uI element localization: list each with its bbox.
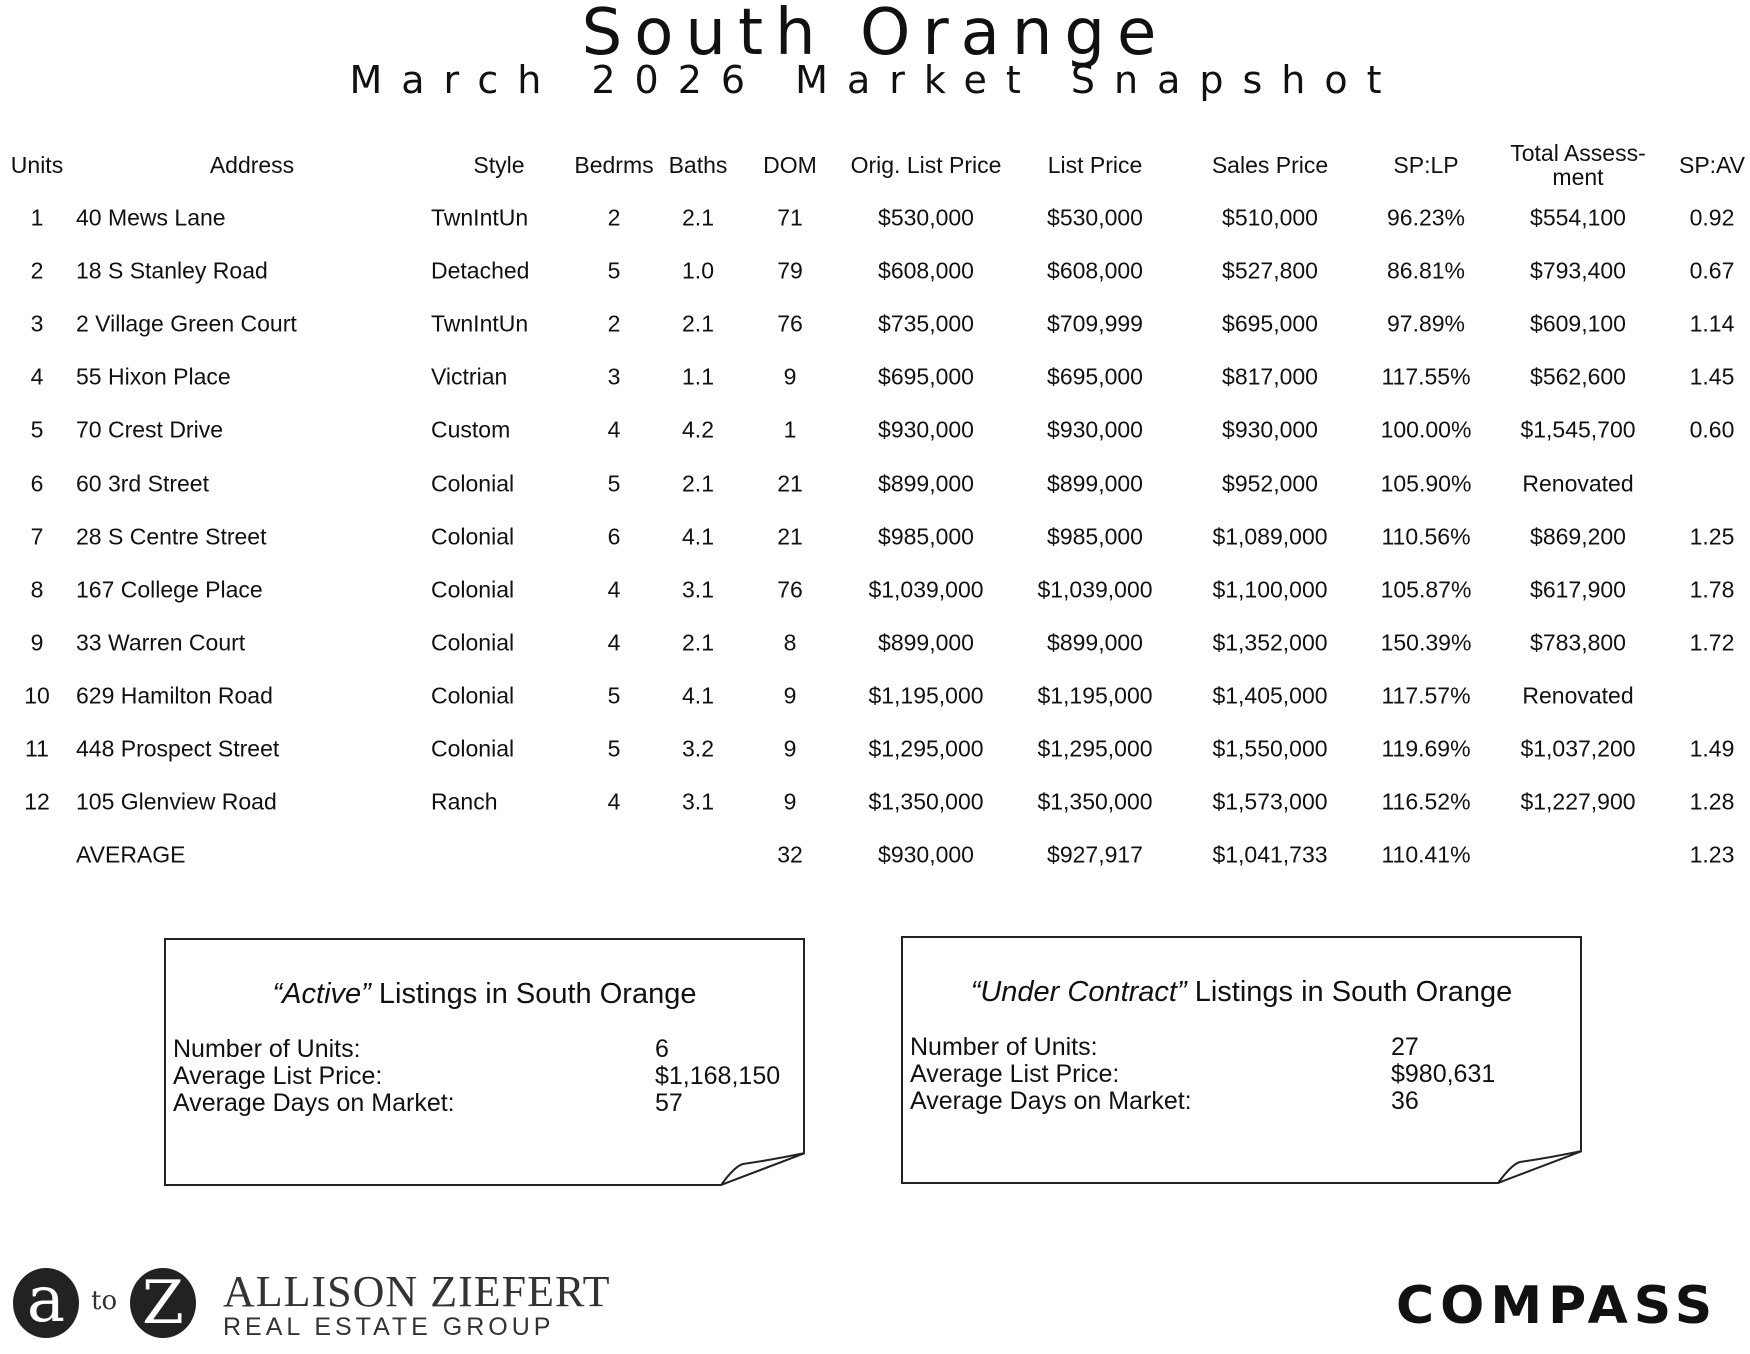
- cell-baths: 3.1: [682, 788, 714, 815]
- cell-list: $930,000: [1047, 416, 1143, 443]
- cell-list: $1,350,000: [1037, 788, 1153, 815]
- cell-sales: $1,550,000: [1212, 735, 1328, 762]
- cell-address: 55 Hixon Place: [76, 363, 231, 390]
- cell-units: 1: [30, 204, 44, 231]
- cell-dom: 9: [783, 363, 797, 390]
- cell-bedrms: 5: [607, 735, 621, 762]
- cell-address: 70 Crest Drive: [76, 416, 223, 443]
- cell-assess: $617,900: [1530, 576, 1626, 603]
- card-title-quoted: “Active”: [272, 978, 371, 1010]
- page-curl-icon: [721, 1152, 805, 1186]
- column-header-baths: Baths: [668, 152, 728, 178]
- cell-address: AVERAGE: [76, 841, 186, 868]
- cell-dom: 9: [783, 682, 797, 709]
- cell-dom: 9: [783, 735, 797, 762]
- cell-baths: 2.1: [682, 310, 714, 337]
- cell-bedrms: 3: [607, 363, 621, 390]
- cell-orig: $1,039,000: [868, 576, 984, 603]
- cell-units: 2: [30, 257, 44, 284]
- cell-orig: $899,000: [878, 629, 974, 656]
- cell-style: Detached: [431, 257, 530, 284]
- cell-spav: 0.60: [1689, 416, 1735, 443]
- avg-price-value: $1,168,150: [655, 1062, 781, 1090]
- cell-list: $1,195,000: [1037, 682, 1153, 709]
- cell-spav: 0.67: [1689, 257, 1735, 284]
- cell-style: Colonial: [431, 629, 515, 656]
- cell-spav: 1.45: [1689, 363, 1735, 390]
- units-label: Number of Units:: [173, 1035, 361, 1063]
- cell-sales: $695,000: [1222, 310, 1318, 337]
- cell-bedrms: 4: [607, 788, 621, 815]
- page-title: South Orange: [581, 0, 1169, 70]
- cell-dom: 21: [777, 523, 803, 550]
- card-title: [903, 976, 1580, 1009]
- cell-orig: $735,000: [878, 310, 974, 337]
- cell-sales: $1,352,000: [1212, 629, 1328, 656]
- cell-orig: $1,195,000: [868, 682, 984, 709]
- cell-spav: 1.25: [1689, 523, 1735, 550]
- cell-style: TwnIntUn: [431, 204, 529, 231]
- cell-orig: $1,295,000: [868, 735, 984, 762]
- column-header-address: Address: [209, 152, 295, 178]
- cell-sales: $1,405,000: [1212, 682, 1328, 709]
- cell-splp: 105.87%: [1380, 576, 1472, 603]
- cell-spav: 1.14: [1689, 310, 1735, 337]
- units-label: Number of Units:: [910, 1033, 1098, 1061]
- cell-style: Colonial: [431, 470, 515, 496]
- agency-name: ALLISON ZIEFERT: [223, 1267, 611, 1316]
- cell-address: 2 Village Green Court: [76, 310, 297, 337]
- cell-dom: 76: [777, 576, 803, 603]
- cell-bedrms: 5: [607, 682, 621, 709]
- card-title: [166, 978, 803, 1011]
- logo-to: to: [91, 1286, 118, 1316]
- cell-assess: $609,100: [1530, 310, 1626, 337]
- cell-assess: $793,400: [1530, 257, 1626, 284]
- column-header-list: List Price: [1047, 152, 1143, 178]
- card-title-rest: Listings in South Orange: [1186, 976, 1513, 1008]
- cell-dom: 79: [777, 257, 803, 284]
- avg-dom-label: Average Days on Market:: [173, 1089, 455, 1117]
- cell-splp: 117.57%: [1381, 682, 1471, 709]
- cell-assess: $1,037,200: [1520, 735, 1636, 762]
- allison-ziefert-logo: [13, 1263, 611, 1341]
- cell-address: 60 3rd Street: [76, 470, 209, 496]
- cell-units: 7: [30, 523, 44, 550]
- cell-splp: 105.90%: [1380, 470, 1472, 496]
- units-value: 27: [1391, 1033, 1419, 1061]
- cell-address: 105 Glenview Road: [76, 788, 277, 815]
- cell-list: $1,039,000: [1037, 576, 1153, 603]
- cell-splp: 119.69%: [1381, 735, 1471, 762]
- cell-orig: $899,000: [878, 470, 974, 496]
- cell-address: 40 Mews Lane: [76, 204, 226, 231]
- cell-dom: 8: [783, 629, 797, 656]
- cell-units: 6: [30, 470, 44, 496]
- cell-sales: $952,000: [1222, 470, 1318, 496]
- avg-price-value: $980,631: [1391, 1060, 1496, 1088]
- column-header-assess: Total Assess- ment: [1510, 140, 1646, 190]
- cell-assess: $1,227,900: [1520, 788, 1636, 815]
- cell-address: 33 Warren Court: [76, 629, 246, 656]
- cell-orig: $985,000: [878, 523, 974, 550]
- cell-baths: 1.0: [682, 257, 714, 284]
- cell-bedrms: 2: [607, 310, 621, 337]
- page-curl-icon: [1498, 1150, 1582, 1184]
- compass-logo: COMPASS: [1396, 1276, 1719, 1336]
- cell-style: Colonial: [431, 523, 515, 550]
- cell-assess: Renovated: [1522, 470, 1634, 496]
- cell-spav: 1.28: [1689, 788, 1735, 815]
- cell-orig: $608,000: [878, 257, 974, 284]
- cell-sales: $1,041,733: [1212, 841, 1328, 868]
- cell-baths: 3.2: [682, 735, 714, 762]
- cell-sales: $510,000: [1222, 204, 1318, 231]
- cell-spav: 1.49: [1689, 735, 1735, 762]
- cell-address: 167 College Place: [76, 576, 263, 603]
- active-listings-card: [164, 938, 805, 1186]
- cell-splp: 97.89%: [1386, 310, 1466, 337]
- cell-bedrms: 5: [607, 257, 621, 284]
- cell-dom: 76: [777, 310, 803, 337]
- cell-baths: 4.1: [682, 523, 714, 550]
- cell-list: $1,295,000: [1037, 735, 1153, 762]
- column-header-style: Style: [473, 152, 525, 178]
- cell-style: Colonial: [431, 682, 515, 709]
- cell-baths: 2.1: [682, 470, 714, 496]
- cell-baths: 2.1: [682, 629, 714, 656]
- cell-baths: 3.1: [682, 576, 714, 603]
- cell-units: 9: [30, 629, 44, 656]
- cell-units: 12: [24, 788, 50, 815]
- cell-dom: 9: [783, 788, 797, 815]
- cell-sales: $1,573,000: [1212, 788, 1328, 815]
- cell-bedrms: 4: [607, 576, 621, 603]
- cell-list: $899,000: [1047, 470, 1143, 496]
- cell-bedrms: 4: [607, 416, 621, 443]
- column-header-spav: SP:AV: [1678, 152, 1746, 178]
- cell-assess: $1,545,700: [1520, 416, 1636, 443]
- card-title-quoted: “Under Contract”: [970, 976, 1187, 1008]
- cell-splp: 86.81%: [1386, 257, 1466, 284]
- cell-bedrms: 2: [607, 204, 621, 231]
- cell-address: 448 Prospect Street: [76, 735, 280, 762]
- cell-list: $927,917: [1047, 841, 1143, 868]
- cell-units: 5: [30, 416, 44, 443]
- cell-list: $709,999: [1047, 310, 1143, 337]
- column-header-dom: DOM: [763, 152, 817, 178]
- cell-style: Colonial: [431, 735, 515, 762]
- cell-splp: 100.00%: [1380, 416, 1472, 443]
- cell-style: Colonial: [431, 576, 515, 603]
- logo-z-circle: Z: [130, 1268, 196, 1338]
- cell-list: $985,000: [1047, 523, 1143, 550]
- page-subtitle: March 2026 Market Snapshot: [349, 58, 1401, 102]
- cell-sales: $527,800: [1222, 257, 1318, 284]
- cell-orig: $695,000: [878, 363, 974, 390]
- cell-orig: $930,000: [878, 416, 974, 443]
- cell-assess: $554,100: [1530, 204, 1626, 231]
- cell-orig: $1,350,000: [868, 788, 984, 815]
- cell-units: 3: [30, 310, 44, 337]
- cell-orig: $530,000: [878, 204, 974, 231]
- cell-baths: 2.1: [682, 204, 714, 231]
- cell-units: 4: [30, 363, 44, 390]
- cell-spav: 1.23: [1689, 841, 1735, 868]
- column-header-bedrms: Bedrms: [574, 152, 654, 178]
- cell-baths: 1.1: [682, 363, 714, 390]
- cell-bedrms: 6: [607, 523, 621, 550]
- units-value: 6: [655, 1035, 669, 1063]
- cell-assess: $562,600: [1530, 363, 1626, 390]
- cell-splp: 110.41%: [1381, 841, 1471, 868]
- cell-address: 18 S Stanley Road: [76, 257, 268, 284]
- cell-dom: 21: [777, 470, 803, 496]
- column-header-units: Units: [10, 152, 64, 178]
- column-header-sales: Sales Price: [1211, 152, 1329, 178]
- cell-sales: $930,000: [1222, 416, 1318, 443]
- avg-dom-value: 36: [1391, 1087, 1419, 1115]
- cell-splp: 117.55%: [1381, 363, 1471, 390]
- cell-dom: 32: [777, 841, 803, 868]
- cell-splp: 116.52%: [1381, 788, 1471, 815]
- cell-spav: 1.72: [1689, 629, 1735, 656]
- cell-style: Custom: [431, 416, 511, 443]
- column-header-splp: SP:LP: [1393, 152, 1459, 178]
- under-contract-listings-card: [901, 936, 1582, 1184]
- logo-a-circle: a: [13, 1268, 79, 1338]
- column-header-orig: Orig. List Price: [850, 152, 1002, 178]
- cell-units: 8: [30, 576, 44, 603]
- cell-bedrms: 5: [607, 470, 621, 496]
- cell-sales: $817,000: [1222, 363, 1318, 390]
- cell-sales: $1,089,000: [1212, 523, 1328, 550]
- cell-splp: 96.23%: [1386, 204, 1466, 231]
- cell-spav: 0.92: [1689, 204, 1735, 231]
- cell-dom: 71: [777, 204, 803, 231]
- cell-list: $530,000: [1047, 204, 1143, 231]
- cell-units: 10: [24, 682, 50, 709]
- cell-style: Ranch: [431, 788, 498, 815]
- cell-bedrms: 4: [607, 629, 621, 656]
- cell-orig: $930,000: [878, 841, 974, 868]
- cell-spav: 1.78: [1689, 576, 1735, 603]
- avg-price-label: Average List Price:: [173, 1062, 383, 1090]
- cell-baths: 4.1: [682, 682, 714, 709]
- cell-style: Victrian: [431, 363, 508, 390]
- cell-dom: 1: [783, 416, 797, 443]
- cell-address: 629 Hamilton Road: [76, 682, 273, 709]
- cell-splp: 110.56%: [1381, 523, 1471, 550]
- cell-address: 28 S Centre Street: [76, 523, 267, 550]
- avg-price-label: Average List Price:: [910, 1060, 1120, 1088]
- cell-list: $899,000: [1047, 629, 1143, 656]
- agency-subtitle: REAL ESTATE GROUP: [223, 1313, 555, 1341]
- cell-units: 11: [25, 735, 49, 762]
- cell-assess: $869,200: [1530, 523, 1626, 550]
- avg-dom-label: Average Days on Market:: [910, 1087, 1192, 1115]
- cell-assess: $783,800: [1530, 629, 1626, 656]
- cell-sales: $1,100,000: [1212, 576, 1328, 603]
- cell-baths: 4.2: [682, 416, 714, 443]
- cell-list: $608,000: [1047, 257, 1143, 284]
- avg-dom-value: 57: [655, 1089, 683, 1117]
- cell-assess: Renovated: [1522, 682, 1634, 709]
- cell-splp: 150.39%: [1380, 629, 1472, 656]
- cell-list: $695,000: [1047, 363, 1143, 390]
- cell-style: TwnIntUn: [431, 310, 529, 337]
- card-title-rest: Listings in South Orange: [370, 978, 697, 1010]
